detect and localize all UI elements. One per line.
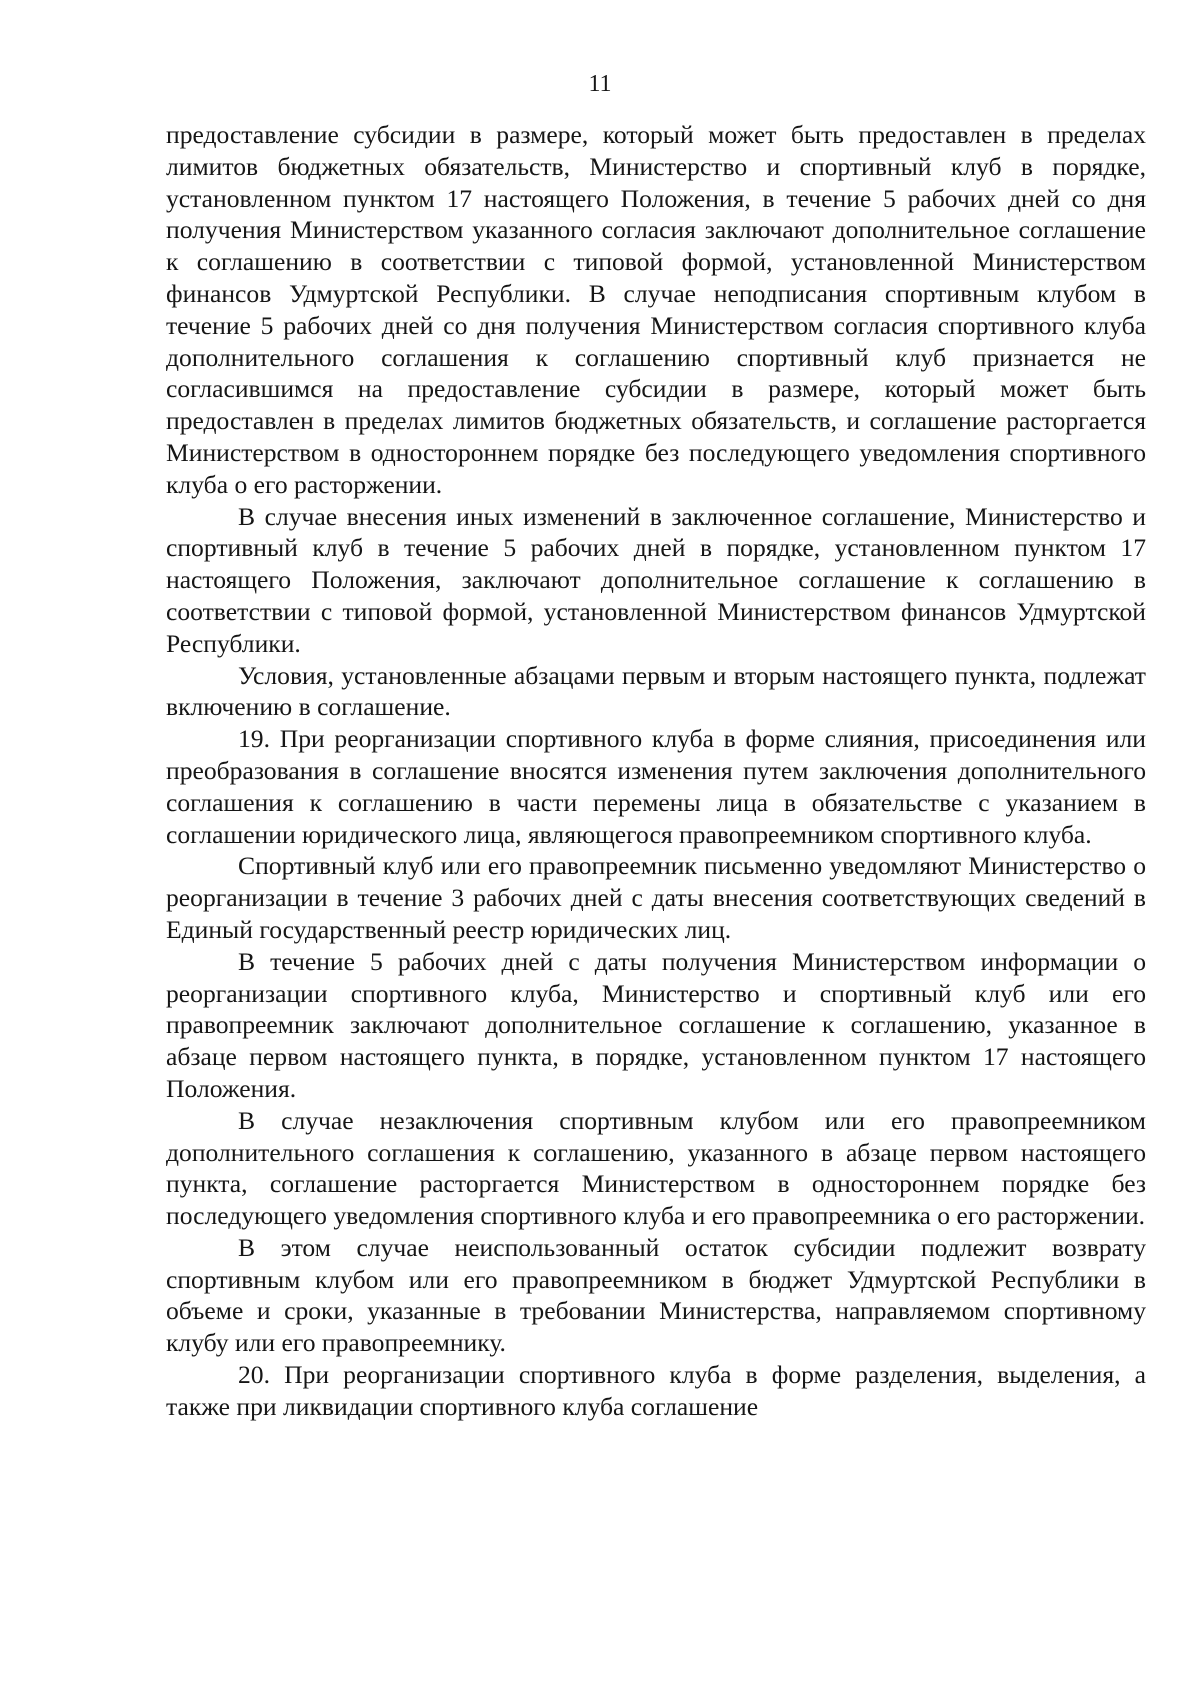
document-body [166,119,1146,1423]
page-number: 11 [588,71,612,97]
paragraph-9-item-20: 20. При реорганизации спортивного клуба в форме разделения, выделения, а также при ликвидации спортивного клуба соглашение [166,1360,1146,1421]
paragraph-1: предоставление субсидии в размере, который может быть предоставлен в пределах лимитов бюджетных обязательств, Министерство и спортивный клуб в порядке, установленном пунктом 17 настоящего Положения, в течение 5 рабочих дней со дня получения Министерством указанного согласия заключают дополнительное соглашение к соглашению в соответствии с типовой формой, установленной Министерством финансов Удмуртской Республики. В случае неподписания спортивным клубом в течение 5 рабочих дней со дня получения Министерством согласия спортивного клуба дополнительного соглашения к соглашению спортивный клуб признается не согласившимся на предоставление субсидии в размере, который может быть предоставлен в пределах лимитов бюджетных обязательств, и соглашение расторгается Министерством в одностороннем порядке без последующего уведомления спортивного клуба о его расторжении. [166,120,1146,499]
paragraph-7: В случае незаключения спортивным клубом или его правопреемником дополнительного соглашения к соглашению, указанного в абзаце первом настоящего пункта, соглашение расторгается Министерством в одностороннем порядке без последующего уведомления спортивного клуба и его правопреемника о его расторжении. [166,1105,1146,1231]
paragraph-6: В течение 5 рабочих дней с даты получения Министерством информации о реорганизации спортивного клуба, Министерство и спортивный клуб или его правопреемник заключают дополнительное соглашение к соглашению, указанное в абзаце первом настоящего пункта, в порядке, установленном пунктом 17 настоящего Положения. [166,946,1146,1103]
paragraph-8: В этом случае неиспользованный остаток субсидии подлежит возврату спортивным клубом или его правопреемником в бюджет Удмуртской Республики в объеме и сроки, указанные в требовании Министерства, направляемом спортивному клубу или его правопреемнику. [166,1232,1146,1358]
paragraph-4-item-19: 19. При реорганизации спортивного клуба в форме слияния, присоединения или преобразования в соглашение вносятся изменения путем заключения дополнительного соглашения к соглашению в части перемены лица в обязательстве с указанием в соглашении юридического лица, являющегося правопреемником спортивного клуба. [166,724,1146,849]
paragraph-2: В случае внесения иных изменений в заключенное соглашение, Министерство и спортивный клуб в течение 5 рабочих дней в порядке, установленном пунктом 17 настоящего Положения, заключают дополнительное соглашение к соглашению в соответствии с типовой формой, установленной Министерством финансов Удмуртской Республики. [166,501,1146,658]
paragraph-3: Условия, установленные абзацами первым и вторым настоящего пункта, подлежат включению в соглашение. [166,660,1146,722]
paragraph-5: Спортивный клуб или его правопреемник письменно уведомляют Министерство о реорганизации в течение 3 рабочих дней с даты внесения соответствующих сведений в Единый государственный реестр юридических лиц. [166,851,1146,944]
